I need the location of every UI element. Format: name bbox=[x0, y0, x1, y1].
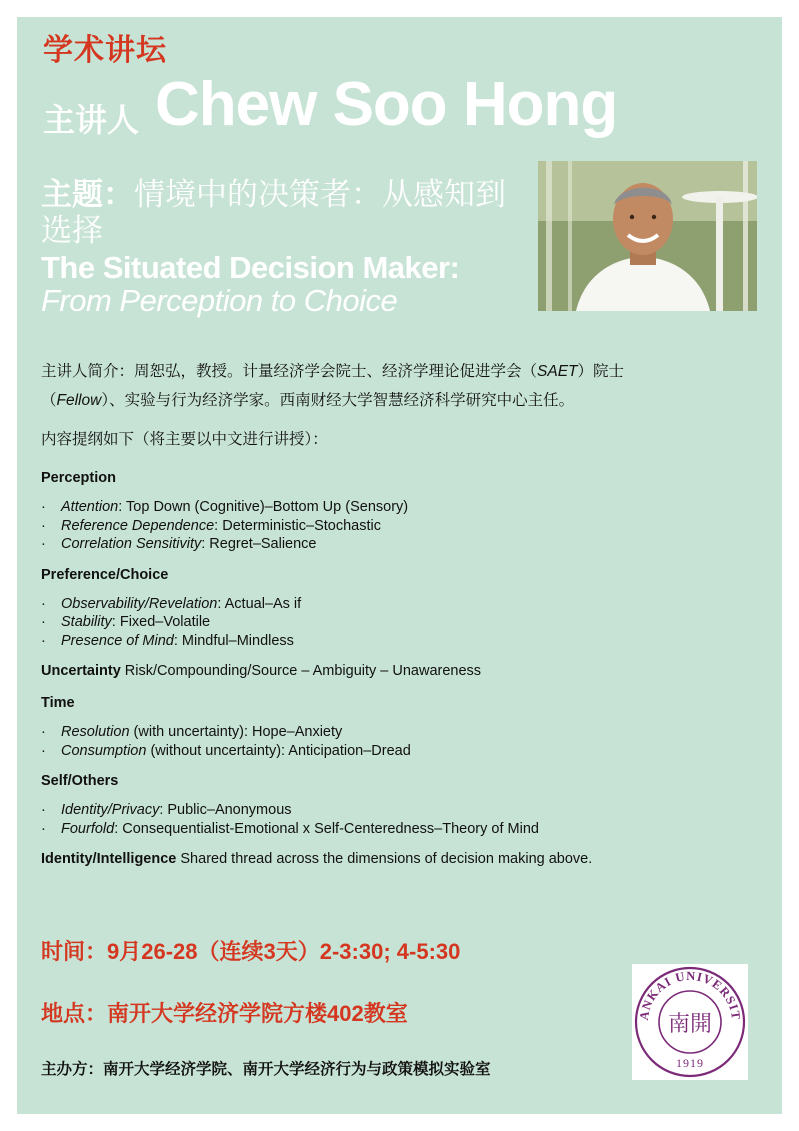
topic-cn bbox=[41, 177, 521, 249]
list-item bbox=[41, 820, 771, 839]
section-title-preference: Preference/Choice bbox=[41, 566, 169, 583]
item-term: Attention bbox=[61, 499, 119, 515]
bullet: · bbox=[41, 595, 46, 612]
item-term: Correlation Sensitivity bbox=[61, 536, 202, 552]
list-item bbox=[41, 742, 771, 761]
list-item bbox=[41, 613, 771, 632]
item-text: : Actual–As if bbox=[217, 595, 302, 612]
outline-content bbox=[41, 467, 771, 870]
poster bbox=[17, 17, 782, 1114]
topic-cn-label: 主题： bbox=[41, 177, 134, 212]
item-term: Presence of Mind bbox=[61, 632, 174, 649]
bio-fellow: Fellow bbox=[56, 392, 102, 409]
bullet: · bbox=[41, 632, 46, 649]
bullet: · bbox=[41, 517, 46, 534]
section-uncertainty bbox=[41, 660, 771, 682]
list-item bbox=[41, 801, 771, 820]
topic-cn-title: 情境中的决策者：从感知到选择 bbox=[41, 177, 506, 248]
identity-text: Shared thread across the dimensions of decision making above. bbox=[176, 851, 593, 867]
bullet: · bbox=[41, 499, 46, 515]
list-item bbox=[41, 498, 771, 517]
series-title: 学术讲坛 bbox=[43, 34, 167, 67]
speaker-name: Chew Soo Hong bbox=[155, 70, 618, 139]
item-term: Observability/Revelation bbox=[61, 595, 218, 612]
event-place: 地点：南开大学经济学院方楼402教室 bbox=[41, 1001, 408, 1026]
event-host: 主办方：南开大学经济学院、南开大学经济行为与政策模拟实验室 bbox=[41, 1061, 491, 1078]
item-term: Fourfold bbox=[61, 820, 115, 837]
item-text: : Mindful–Mindless bbox=[173, 632, 294, 649]
speaker-bio bbox=[41, 357, 761, 415]
outline-intro: 内容提纲如下（将主要以中文进行讲授）： bbox=[41, 431, 328, 448]
item-text: (with uncertainty): Hope–Anxiety bbox=[129, 724, 343, 740]
item-text: : Regret–Salience bbox=[201, 536, 317, 552]
section-title-perception: Perception bbox=[41, 470, 116, 486]
bio-line-1 bbox=[41, 357, 761, 386]
speaker-photo-illustration bbox=[538, 161, 757, 311]
bio-line-2 bbox=[41, 386, 761, 415]
item-text: (without uncertainty): Anticipation–Dread bbox=[146, 742, 411, 759]
bio-saet: SAET bbox=[537, 363, 578, 380]
bullet: · bbox=[41, 614, 46, 630]
uncertainty-text: Risk/Compounding/Source – Ambiguity – Unawareness bbox=[120, 663, 482, 679]
item-term: Resolution bbox=[61, 724, 130, 740]
item-term: Consumption bbox=[61, 742, 147, 759]
bullet: · bbox=[41, 802, 46, 818]
section-title-time: Time bbox=[41, 695, 75, 711]
bio-text-4: ）、实验与行为经济学家。西南财经大学智慧经济科学研究中心主任。 bbox=[101, 392, 575, 409]
bio-text-1: 主讲人简介：周恕弘，教授。计量经济学会院士、经济学理论促进学会（ bbox=[41, 363, 538, 380]
section-title-self: Self/Others bbox=[41, 773, 119, 789]
list-item bbox=[41, 595, 771, 614]
topic-en-line1: The Situated Decision Maker: bbox=[41, 250, 460, 285]
bio-text-3: （ bbox=[41, 392, 57, 409]
list-item bbox=[41, 632, 771, 651]
item-term: Identity/Privacy bbox=[61, 802, 160, 818]
topic-en-line2: From Perception to Choice bbox=[41, 283, 398, 318]
logo-year: 1919 bbox=[676, 1056, 704, 1070]
bullet: · bbox=[41, 820, 46, 837]
section-title-identity: Identity/Intelligence bbox=[41, 851, 177, 867]
bullet: · bbox=[41, 536, 46, 552]
speaker-label: 主讲人 bbox=[43, 102, 140, 138]
university-seal-icon bbox=[632, 964, 748, 1080]
logo-ring-text: ANKAI UNIVERSIT bbox=[636, 968, 744, 1022]
list-item bbox=[41, 535, 771, 554]
bullet: · bbox=[41, 724, 46, 740]
speaker-photo bbox=[538, 161, 757, 311]
logo-mark-text: 南開 bbox=[667, 1012, 713, 1037]
bio-text-2: ）院士 bbox=[577, 363, 625, 380]
item-term: Stability bbox=[61, 614, 112, 630]
nankai-university-logo bbox=[632, 964, 748, 1080]
list-item bbox=[41, 517, 771, 536]
item-text: : Top Down (Cognitive)–Bottom Up (Sensory) bbox=[118, 499, 409, 515]
item-term: Reference Dependence bbox=[61, 517, 215, 534]
list-item bbox=[41, 723, 771, 742]
section-identity bbox=[41, 848, 771, 870]
event-time: 时间：9月26-28（连续3天）2-3:30; 4-5:30 bbox=[41, 939, 461, 964]
item-text: : Consequentialist-Emotional x Self-Centeredness–Theory of Mind bbox=[114, 820, 539, 837]
section-title-uncertainty: Uncertainty bbox=[41, 663, 121, 679]
item-text: : Public–Anonymous bbox=[159, 802, 292, 818]
item-text: : Deterministic–Stochastic bbox=[214, 517, 381, 534]
item-text: : Fixed–Volatile bbox=[111, 614, 211, 630]
bullet: · bbox=[41, 742, 46, 759]
